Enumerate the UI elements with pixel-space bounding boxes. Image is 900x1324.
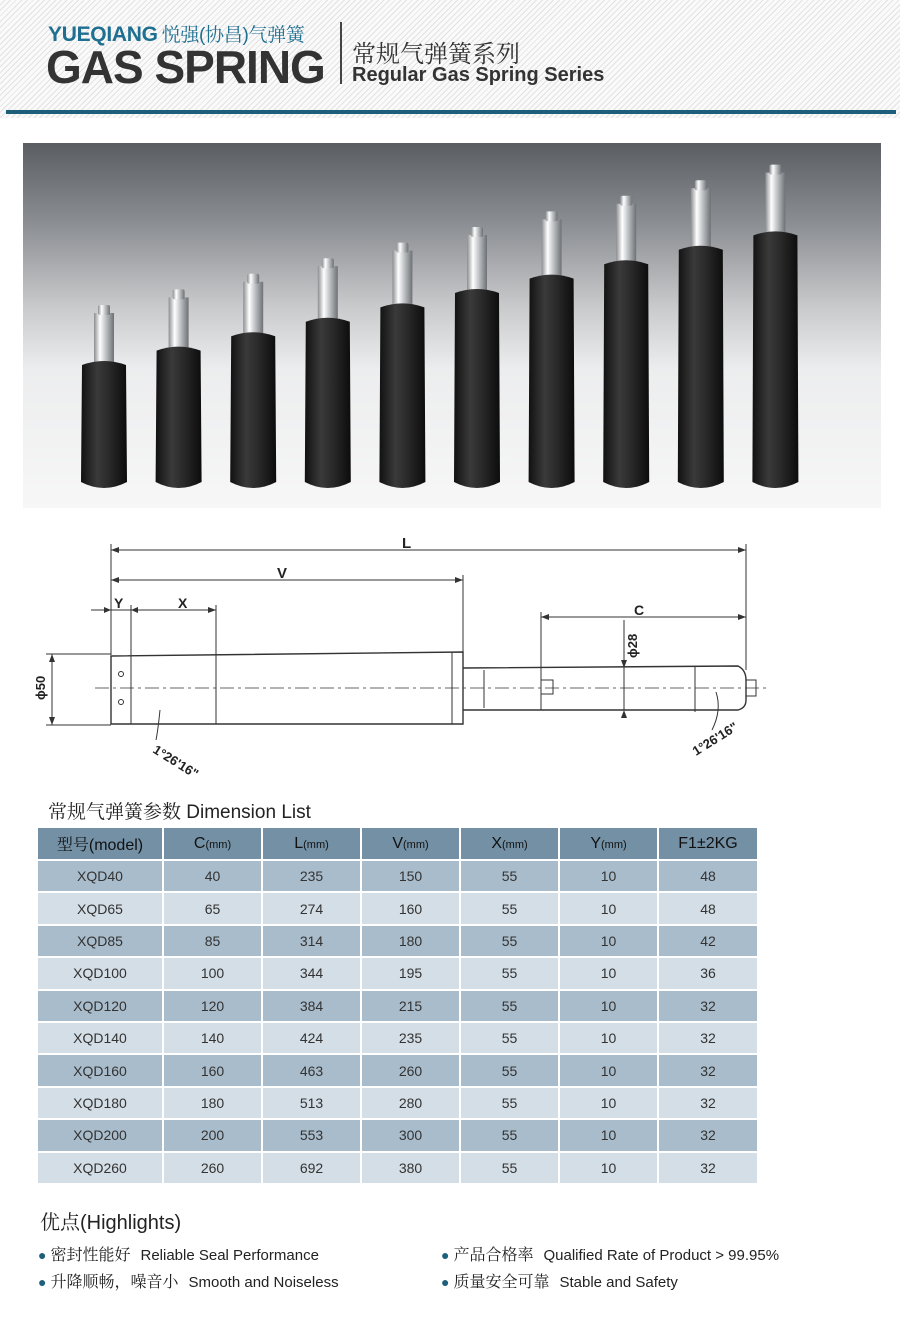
gas-spring-image [678,180,724,488]
dim-label-L: L [402,535,412,552]
table-row [38,956,757,988]
highlight-item: ● 密封性能好 Reliable Seal Performance [38,1247,319,1264]
gas-spring-image [752,165,798,488]
value-cell: 55 [461,891,560,923]
value-cell: 32 [659,1086,757,1118]
angle-label-left: 1°26'16" [150,741,202,782]
value-cell: 140 [164,1021,263,1053]
value-cell: 32 [659,1053,757,1085]
value-cell: 55 [461,859,560,891]
value-cell: 553 [263,1118,362,1150]
gas-spring-image [603,196,649,488]
dim-label-C: C [634,602,645,618]
highlight-item: ● 升降顺畅，噪音小 Smooth and Noiseless [38,1274,339,1291]
header-model: 型号(model) [38,828,164,859]
value-cell: 235 [263,859,362,891]
value-cell: 48 [659,891,757,923]
bullet-icon: ● [441,1274,450,1290]
gas-spring-image [81,305,127,488]
table-row [38,1118,757,1150]
value-cell: 274 [263,891,362,923]
angle-label-right: 1°26'16" [689,719,741,759]
value-cell: 36 [659,956,757,988]
value-cell: 195 [362,956,461,988]
value-cell: 32 [659,1151,757,1183]
highlights-title: 优点(Highlights) [40,1212,182,1234]
model-cell: XQD65 [38,891,164,923]
dimension-table [38,828,757,1183]
value-cell: 215 [362,989,461,1021]
table-header-row [38,828,757,859]
value-cell: 513 [263,1086,362,1118]
model-cell: XQD120 [38,989,164,1021]
value-cell: 55 [461,1053,560,1085]
header-v: V(mm) [362,828,461,859]
header-x: X(mm) [461,828,560,859]
value-cell: 314 [263,924,362,956]
dim-label-dia50: ϕ50 [33,675,48,700]
header-c: C(mm) [164,828,263,859]
value-cell: 10 [560,924,659,956]
value-cell: 48 [659,859,757,891]
header-y: Y(mm) [560,828,659,859]
table-row [38,1151,757,1183]
value-cell: 120 [164,989,263,1021]
value-cell: 260 [164,1151,263,1183]
value-cell: 32 [659,989,757,1021]
value-cell: 100 [164,956,263,988]
gas-spring-image [454,227,500,488]
table-row [38,1086,757,1118]
bullet-icon: ● [441,1247,450,1263]
value-cell: 10 [560,1021,659,1053]
model-cell: XQD140 [38,1021,164,1053]
value-cell: 200 [164,1118,263,1150]
series-title-cn: 常规气弹簧系列 [352,41,520,68]
value-cell: 463 [263,1053,362,1085]
table-row [38,891,757,923]
gas-spring-image [156,289,202,488]
value-cell: 235 [362,1021,461,1053]
header-banner [0,0,900,118]
value-cell: 85 [164,924,263,956]
value-cell: 55 [461,1086,560,1118]
dim-label-dia28: ϕ28 [625,633,640,658]
value-cell: 10 [560,859,659,891]
value-cell: 10 [560,1053,659,1085]
table-body [38,859,757,1183]
value-cell: 32 [659,1021,757,1053]
gas-spring-image [379,243,425,488]
value-cell: 40 [164,859,263,891]
model-cell: XQD85 [38,924,164,956]
series-title-en: Regular Gas Spring Series [352,64,605,86]
value-cell: 10 [560,989,659,1021]
value-cell: 32 [659,1118,757,1150]
gas-spring-lineup [23,143,881,508]
value-cell: 55 [461,1151,560,1183]
highlight-item: ● 产品合格率 Qualified Rate of Product > 99.95% [441,1247,780,1264]
model-cell: XQD180 [38,1086,164,1118]
value-cell: 160 [164,1053,263,1085]
value-cell: 424 [263,1021,362,1053]
header-force: F1±2KG [659,828,757,859]
brand-name: YUEQIANG 悦强(协昌)气弹簧 [48,23,305,46]
value-cell: 55 [461,956,560,988]
value-cell: 380 [362,1151,461,1183]
value-cell: 55 [461,924,560,956]
header-underline [6,110,896,114]
model-cell: XQD200 [38,1118,164,1150]
value-cell: 10 [560,956,659,988]
product-photo [23,143,881,508]
gas-spring-image [529,211,575,488]
model-cell: XQD100 [38,956,164,988]
value-cell: 42 [659,924,757,956]
value-cell: 160 [362,891,461,923]
value-cell: 55 [461,989,560,1021]
table-row [38,989,757,1021]
value-cell: 65 [164,891,263,923]
value-cell: 180 [164,1086,263,1118]
value-cell: 10 [560,1086,659,1118]
value-cell: 55 [461,1021,560,1053]
gas-spring-image [230,274,276,488]
dim-label-Y: Y [114,595,124,611]
highlight-item: ● 质量安全可靠 Stable and Safety [441,1274,678,1291]
model-cell: XQD260 [38,1151,164,1183]
value-cell: 55 [461,1118,560,1150]
dimension-list-title: 常规气弹簧参数 Dimension List [48,802,311,823]
dimension-drawing [0,530,900,785]
value-cell: 10 [560,1151,659,1183]
bullet-icon: ● [38,1274,47,1290]
value-cell: 10 [560,891,659,923]
header-divider [340,22,342,84]
dim-label-V: V [277,565,288,582]
value-cell: 10 [560,1118,659,1150]
table-row [38,859,757,891]
table-row [38,1053,757,1085]
value-cell: 150 [362,859,461,891]
value-cell: 300 [362,1118,461,1150]
table-row [38,1021,757,1053]
gas-spring-image [305,258,351,488]
value-cell: 692 [263,1151,362,1183]
value-cell: 280 [362,1086,461,1118]
value-cell: 260 [362,1053,461,1085]
header-l: L(mm) [263,828,362,859]
model-cell: XQD40 [38,859,164,891]
value-cell: 384 [263,989,362,1021]
value-cell: 344 [263,956,362,988]
model-cell: XQD160 [38,1053,164,1085]
table-row [38,924,757,956]
page-title: GAS SPRING [46,41,325,93]
value-cell: 180 [362,924,461,956]
dim-label-X: X [178,595,188,611]
bullet-icon: ● [38,1247,47,1263]
